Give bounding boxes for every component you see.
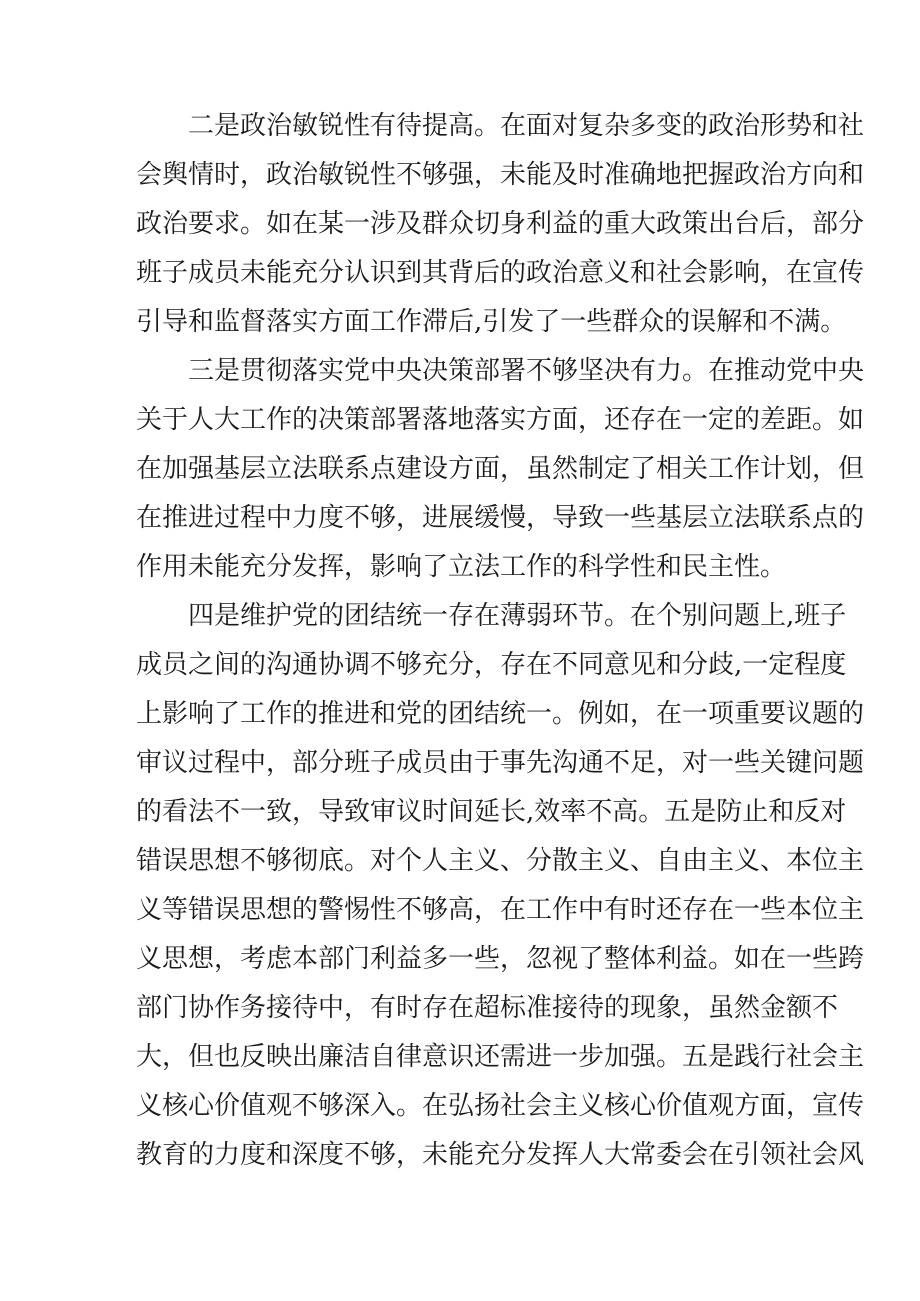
text-line: 会舆情时，政治敏锐性不够强，未能及时准确地把握政治方向和: [136, 160, 865, 190]
text-line: 错误思想不够彻底。对个人主义、分散主义、自由主义、本位主: [136, 846, 865, 876]
text-line: 审议过程中，部分班子成员由于事先沟通不足，对一些关键问题: [136, 748, 865, 778]
text-line: 引导和监督落实方面工作滞后,引发了一些群众的误解和不满。: [136, 307, 847, 337]
text-line: 四是维护党的团结统一存在薄弱环节。在个别问题上,班子: [188, 601, 847, 631]
text-line: 上影响了工作的推进和党的团结统一。例如，在一项重要议题的: [136, 699, 865, 729]
text-line: 成员之间的沟通协调不够充分，存在不同意见和分歧,一定程度: [136, 650, 847, 680]
text-line: 三是贯彻落实党中央决策部署不够坚决有力。在推动党中央: [188, 356, 865, 386]
text-line: 义思想，考虑本部门利益多一些，忽视了整体利益。如在一些跨: [136, 944, 865, 974]
text-line: 政治要求。如在某一涉及群众切身利益的重大政策出台后，部分: [136, 209, 865, 239]
text-line: 义等错误思想的警惕性不够高，在工作中有时还存在一些本位主: [136, 895, 865, 925]
text-line: 义核心价值观不够深入。在弘扬社会主义核心价值观方面，宣传: [136, 1091, 865, 1121]
text-line: 教育的力度和深度不够，未能充分发挥人大常委会在引领社会风: [136, 1140, 865, 1170]
text-line: 在加强基层立法联系点建设方面，虽然制定了相关工作计划，但: [136, 454, 865, 484]
text-line: 二是政治敏锐性有待提高。在面对复杂多变的政治形势和社: [188, 111, 865, 141]
text-line: 大，但也反映出廉洁自律意识还需进一步加强。五是践行社会主: [136, 1042, 865, 1072]
text-line: 在推进过程中力度不够，进展缓慢，导致一些基层立法联系点的: [136, 503, 865, 533]
text-line: 作用未能充分发挥，影响了立法工作的科学性和民主性。: [136, 552, 787, 582]
text-line: 部门协作务接待中，有时存在超标准接待的现象，虽然金额不: [136, 993, 839, 1023]
text-line: 的看法不一致，导致审议时间延长,效率不高。五是防止和反对: [136, 797, 847, 827]
text-line: 关于人大工作的决策部署落地落实方面，还存在一定的差距。如: [136, 405, 865, 435]
text-line: 班子成员未能充分认识到其背后的政治意义和社会影响，在宣传: [136, 258, 865, 288]
